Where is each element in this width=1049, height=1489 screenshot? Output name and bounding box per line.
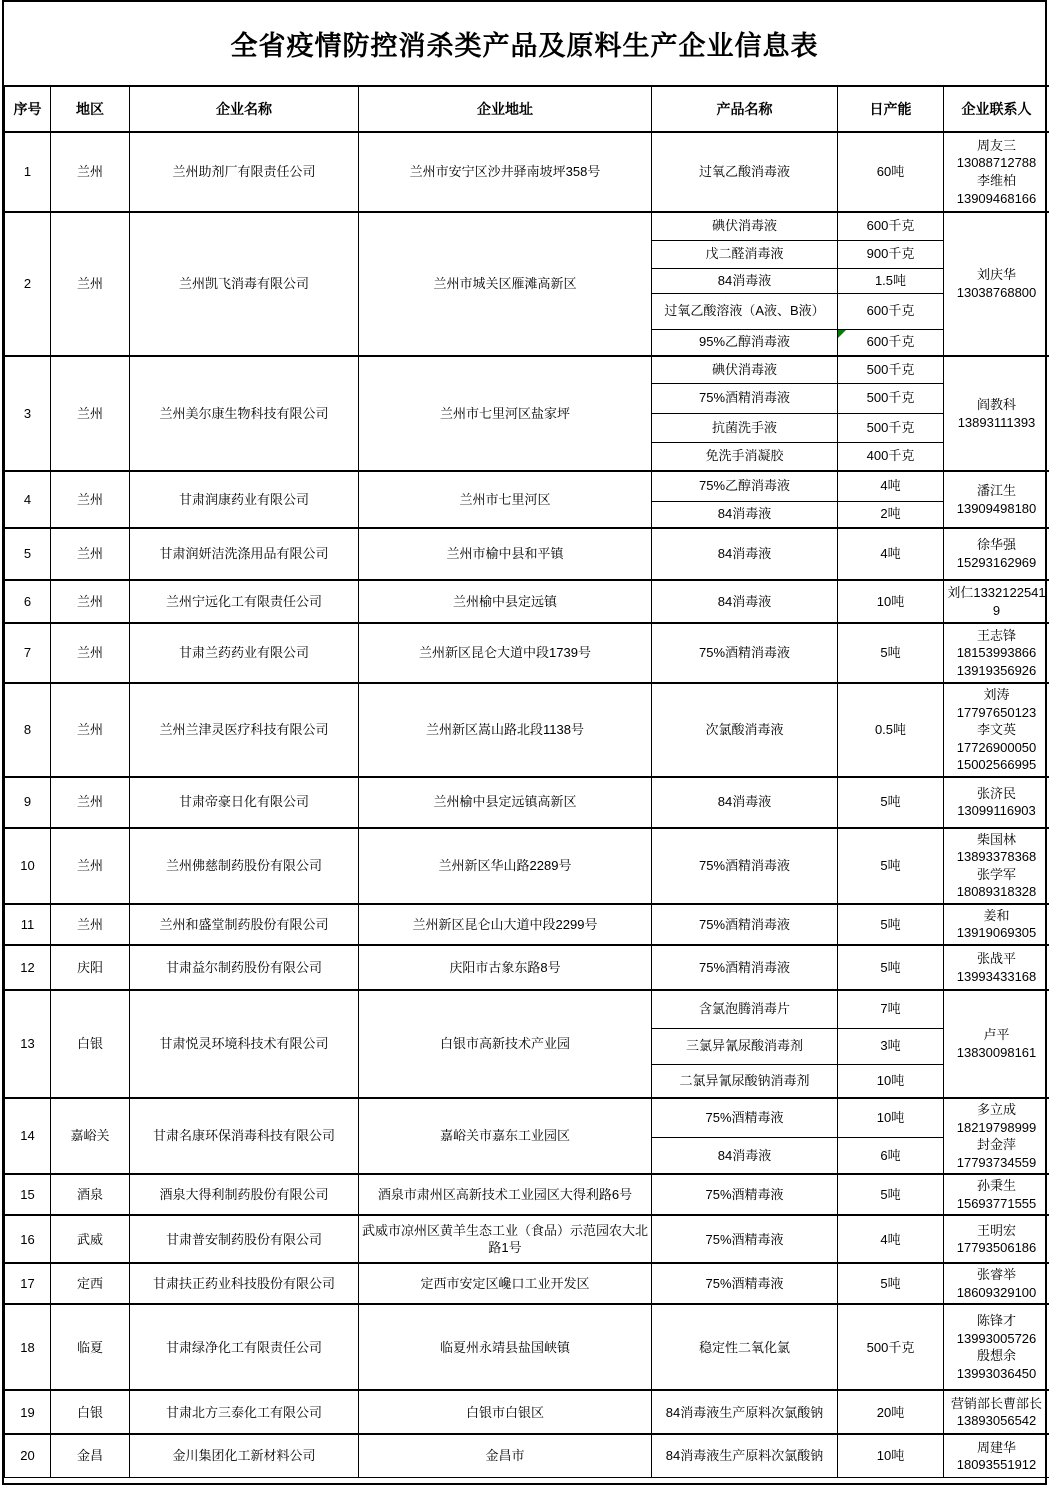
capacity-cell: 5吨 (838, 1263, 944, 1304)
contact-line: 18609329100 (956, 1284, 1037, 1300)
contact-line: 17793734559 (956, 1154, 1037, 1170)
serial-cell: 19 (5, 1390, 51, 1434)
contact-line: 多立成 (976, 1102, 1016, 1118)
contact-line: 13909498180 (956, 500, 1037, 516)
company-cell: 兰州美尔康生物科技有限公司 (130, 356, 359, 471)
product-name-cell: 84消毒液生产原料次氯酸钠 (652, 1434, 838, 1477)
contact-line: 孙秉生 (976, 1178, 1016, 1194)
table-row (5, 1174, 1049, 1215)
region-cell: 临夏 (51, 1304, 130, 1390)
company-cell: 甘肃润妍洁洗涤用品有限公司 (130, 528, 359, 580)
company-cell: 甘肃帝豪日化有限公司 (130, 777, 359, 828)
contact-line: 13088712788 (956, 155, 1037, 171)
capacity-cell: 500千克 (838, 383, 944, 413)
contact-line: 营销部长曹部长 (950, 1395, 1042, 1411)
capacity-cell: 10吨 (838, 580, 944, 623)
product-name-cell: 碘伏消毒液 (652, 356, 838, 383)
product-name-cell: 二氯异氰尿酸钠消毒剂 (652, 1064, 838, 1098)
serial-cell: 3 (5, 356, 51, 471)
product-name-cell: 75%酒精毒液 (652, 1098, 838, 1137)
contact-line: 13919069305 (956, 925, 1037, 941)
product-name-cell: 免洗手消凝胶 (652, 442, 838, 471)
product-name-cell: 三氯异氰尿酸消毒剂 (652, 1028, 838, 1064)
contact-line: 13893378368 (956, 849, 1037, 865)
table-row (5, 212, 1049, 240)
region-cell: 白银 (51, 990, 130, 1098)
contact-line: 柴国林 (976, 831, 1016, 847)
contact-cell (944, 132, 1049, 212)
address-cell: 兰州市七里河区 (359, 471, 652, 528)
capacity-cell: 600千克 (838, 212, 944, 240)
product-name-cell: 过氧乙酸消毒液 (652, 132, 838, 212)
address-cell: 兰州市城关区雁滩高新区 (359, 212, 652, 356)
capacity-cell: 5吨 (838, 623, 944, 683)
contact-line: 阎教科 (976, 396, 1016, 412)
header-region: 地区 (51, 86, 130, 132)
region-cell: 庆阳 (51, 945, 130, 990)
serial-cell: 8 (5, 683, 51, 777)
page-title: 全省疫情防控消杀类产品及原料生产企业信息表 (230, 31, 819, 61)
product-name-cell: 次氯酸消毒液 (652, 683, 838, 777)
serial-cell: 16 (5, 1215, 51, 1263)
contact-line: 13993036450 (956, 1365, 1037, 1381)
serial-cell: 4 (5, 471, 51, 528)
contact-line: 13893056542 (956, 1413, 1037, 1429)
contact-cell (944, 990, 1049, 1098)
header-company: 企业名称 (130, 86, 359, 132)
product-name-cell: 75%酒精毒液 (652, 1263, 838, 1304)
capacity-cell: 3吨 (838, 1028, 944, 1064)
address-cell: 临夏州永靖县盐国峡镇 (359, 1304, 652, 1390)
table-row (5, 990, 1049, 1028)
contact-line: 17793506186 (956, 1240, 1037, 1256)
table-row (5, 1304, 1049, 1390)
capacity-cell: 5吨 (838, 945, 944, 990)
table-row (5, 777, 1049, 828)
region-cell: 武威 (51, 1215, 130, 1263)
green-corner-marker-icon (838, 330, 846, 338)
address-cell: 嘉峪关市嘉东工业园区 (359, 1098, 652, 1174)
table-row (5, 945, 1049, 990)
contact-line: 18219798999 (956, 1119, 1037, 1135)
contact-cell (944, 356, 1049, 471)
header-serial: 序号 (5, 86, 51, 132)
contact-line: 13893111393 (957, 414, 1036, 430)
contact-cell (944, 212, 1049, 356)
product-name-cell: 75%酒精消毒液 (652, 904, 838, 945)
company-cell: 甘肃普安制药股份有限公司 (130, 1215, 359, 1263)
company-cell: 甘肃北方三泰化工有限公司 (130, 1390, 359, 1434)
capacity-cell: 10吨 (838, 1064, 944, 1098)
contact-line: 姜和 (983, 907, 1010, 923)
contact-cell (944, 1434, 1049, 1477)
table-row (5, 528, 1049, 580)
region-cell: 嘉峪关 (51, 1098, 130, 1174)
serial-cell: 20 (5, 1434, 51, 1477)
company-cell: 甘肃绿净化工有限责任公司 (130, 1304, 359, 1390)
product-name-cell: 75%酒精消毒液 (652, 828, 838, 904)
product-name-cell: 75%乙醇消毒液 (652, 471, 838, 501)
contact-line: 13038768800 (956, 285, 1037, 300)
company-cell: 酒泉大得利制药股份有限公司 (130, 1174, 359, 1215)
product-name-cell: 75%酒精毒液 (652, 1174, 838, 1215)
serial-cell: 14 (5, 1098, 51, 1174)
serial-cell: 17 (5, 1263, 51, 1304)
address-cell: 庆阳市古象东路8号 (359, 945, 652, 990)
address-cell: 兰州新区昆仑大道中段1739号 (359, 623, 652, 683)
contact-line: 13830098161 (956, 1045, 1037, 1061)
company-cell: 甘肃润康药业有限公司 (130, 471, 359, 528)
product-name-cell: 75%酒精消毒液 (652, 383, 838, 413)
product-name-cell: 稳定性二氧化氯 (652, 1304, 838, 1390)
company-cell: 甘肃名康环保消毒科技有限公司 (130, 1098, 359, 1174)
contact-cell (944, 528, 1049, 580)
header-product: 产品名称 (652, 86, 838, 132)
table-row (5, 471, 1049, 501)
header-address: 企业地址 (359, 86, 652, 132)
address-cell: 兰州榆中县定远镇高新区 (359, 777, 652, 828)
contact-line: 李文英 (976, 722, 1016, 738)
company-cell: 甘肃扶正药业科技股份有限公司 (130, 1263, 359, 1304)
product-name-cell: 75%酒精消毒液 (652, 945, 838, 990)
company-cell: 兰州助剂厂有限责任公司 (130, 132, 359, 212)
table-row (5, 580, 1049, 623)
company-cell: 兰州和盛堂制药股份有限公司 (130, 904, 359, 945)
contact-line: 徐华强 (976, 537, 1016, 553)
region-cell: 兰州 (51, 212, 130, 356)
contact-line: 潘江生 (976, 482, 1016, 498)
region-cell: 兰州 (51, 356, 130, 471)
contact-line: 李维柏 (976, 173, 1016, 188)
address-cell: 兰州市榆中县和平镇 (359, 528, 652, 580)
contact-line: 15002566995 (956, 757, 1037, 773)
contact-line: 张济民 (976, 785, 1016, 801)
product-name-cell: 75%酒精毒液 (652, 1215, 838, 1263)
capacity-cell: 5吨 (838, 904, 944, 945)
address-cell: 酒泉市肃州区高新技术工业园区大得利路6号 (359, 1174, 652, 1215)
address-cell: 兰州市七里河区盐家坪 (359, 356, 652, 471)
company-cell: 甘肃益尔制药股份有限公司 (130, 945, 359, 990)
contact-line: 周建华 (976, 1439, 1016, 1455)
contact-line: 15293162969 (956, 555, 1037, 570)
header-row (5, 86, 1049, 132)
capacity-cell: 7吨 (838, 990, 944, 1028)
capacity-cell: 600千克 (838, 329, 944, 356)
capacity-cell: 10吨 (838, 1434, 944, 1477)
region-cell: 兰州 (51, 132, 130, 212)
capacity-cell: 4吨 (838, 528, 944, 580)
table-row (5, 1390, 1049, 1434)
header-capacity: 日产能 (838, 86, 944, 132)
company-cell: 兰州凯飞消毒有限公司 (130, 212, 359, 356)
contact-cell (944, 1390, 1049, 1434)
contact-line: 周友三 (976, 137, 1016, 153)
address-cell: 白银市白银区 (359, 1390, 652, 1434)
table-row (5, 1434, 1049, 1477)
document-page (2, 0, 1047, 1485)
table-body (5, 132, 1049, 1477)
product-name-cell: 含氯泡腾消毒片 (652, 990, 838, 1028)
contact-line: 张学军 (976, 866, 1016, 882)
header-contact: 企业联系人 (944, 86, 1049, 132)
capacity-cell: 5吨 (838, 777, 944, 828)
region-cell: 兰州 (51, 580, 130, 623)
capacity-cell: 5吨 (838, 828, 944, 904)
address-cell: 武威市凉州区黄羊生态工业（食品）示范园农大北路1号 (359, 1215, 652, 1263)
product-name-cell: 75%酒精消毒液 (652, 623, 838, 683)
contact-cell (944, 1215, 1049, 1263)
contact-line: 陈锋才 (976, 1313, 1016, 1329)
company-cell: 兰州宁远化工有限责任公司 (130, 580, 359, 623)
table-row (5, 132, 1049, 212)
contact-line: 刘涛 (983, 687, 1010, 702)
contact-cell (944, 904, 1049, 945)
contact-line: 张战平 (976, 950, 1016, 966)
region-cell: 兰州 (51, 683, 130, 777)
product-name-cell: 碘伏消毒液 (652, 212, 838, 240)
region-cell: 兰州 (51, 777, 130, 828)
serial-cell: 9 (5, 777, 51, 828)
product-name-cell: 95%乙醇消毒液 (652, 329, 838, 356)
address-cell: 兰州市安宁区沙井驿南坡坪358号 (359, 132, 652, 212)
capacity-cell: 20吨 (838, 1390, 944, 1434)
product-name-cell: 84消毒液 (652, 528, 838, 580)
product-name-cell: 84消毒液生产原料次氯酸钠 (652, 1390, 838, 1434)
contact-line: 卢平 (983, 1027, 1010, 1043)
contact-line: 13909468166 (956, 190, 1037, 206)
contact-line: 18093551912 (956, 1457, 1037, 1473)
serial-cell: 5 (5, 528, 51, 580)
region-cell: 白银 (51, 1390, 130, 1434)
capacity-cell: 600千克 (838, 293, 944, 329)
contact-cell (944, 777, 1049, 828)
product-name-cell: 84消毒液 (652, 1137, 838, 1174)
contact-line: 刘庆华 (976, 267, 1016, 283)
contact-cell (944, 1263, 1049, 1304)
region-cell: 兰州 (51, 623, 130, 683)
company-cell: 金川集团化工新材料公司 (130, 1434, 359, 1477)
serial-cell: 13 (5, 990, 51, 1098)
company-cell: 兰州兰津灵医疗科技有限公司 (130, 683, 359, 777)
contact-line: 13993433168 (956, 968, 1037, 984)
address-cell: 兰州新区华山路2289号 (359, 828, 652, 904)
table-row (5, 1263, 1049, 1304)
contact-line: 17726900050 (956, 739, 1037, 755)
serial-cell: 12 (5, 945, 51, 990)
region-cell: 兰州 (51, 528, 130, 580)
contact-line: 王明宏 (976, 1222, 1016, 1238)
capacity-cell: 4吨 (838, 471, 944, 501)
address-cell: 白银市高新技术产业园 (359, 990, 652, 1098)
table-row (5, 828, 1049, 904)
capacity-cell: 60吨 (838, 132, 944, 212)
contact-line: 13919356926 (956, 662, 1037, 678)
title-block (4, 2, 1045, 85)
product-name-cell: 过氧乙酸溶液（A液、B液） (652, 293, 838, 329)
serial-cell: 18 (5, 1304, 51, 1390)
contact-cell (944, 471, 1049, 528)
contact-line: 封金萍 (976, 1137, 1016, 1153)
contact-cell (944, 828, 1049, 904)
table-header (5, 86, 1049, 132)
table-row (5, 683, 1049, 777)
capacity-cell: 0.5吨 (838, 683, 944, 777)
capacity-cell: 400千克 (838, 442, 944, 471)
contact-cell (944, 1304, 1049, 1390)
serial-cell: 6 (5, 580, 51, 623)
capacity-cell: 500千克 (838, 413, 944, 442)
contact-line: 17797650123 (956, 704, 1037, 720)
company-cell: 甘肃兰药药业有限公司 (130, 623, 359, 683)
serial-cell: 15 (5, 1174, 51, 1215)
region-cell: 酒泉 (51, 1174, 130, 1215)
address-cell: 定西市安定区巉口工业开发区 (359, 1263, 652, 1304)
product-name-cell: 84消毒液 (652, 580, 838, 623)
serial-cell: 11 (5, 904, 51, 945)
table-row (5, 623, 1049, 683)
company-cell: 甘肃悦灵环境科技术有限公司 (130, 990, 359, 1098)
contact-cell (944, 1174, 1049, 1215)
region-cell: 兰州 (51, 904, 130, 945)
contact-line: 殷想余 (976, 1348, 1016, 1364)
region-cell: 定西 (51, 1263, 130, 1304)
product-name-cell: 84消毒液 (652, 268, 838, 293)
contact-cell (944, 623, 1049, 683)
capacity-cell: 500千克 (838, 1304, 944, 1390)
contact-cell (944, 1098, 1049, 1174)
product-name-cell: 抗菌洗手液 (652, 413, 838, 442)
address-cell: 兰州新区嵩山路北段1138号 (359, 683, 652, 777)
address-cell: 兰州新区昆仑山大道中段2299号 (359, 904, 652, 945)
region-cell: 兰州 (51, 828, 130, 904)
table-row (5, 1215, 1049, 1263)
address-cell: 兰州榆中县定远镇 (359, 580, 652, 623)
serial-cell: 7 (5, 623, 51, 683)
contact-cell (944, 580, 1049, 623)
table-row (5, 1098, 1049, 1137)
contact-line: 18089318328 (956, 884, 1037, 900)
product-name-cell: 84消毒液 (652, 777, 838, 828)
capacity-cell: 4吨 (838, 1215, 944, 1263)
capacity-cell: 2吨 (838, 501, 944, 528)
contact-line: 张睿举 (976, 1267, 1016, 1283)
capacity-cell: 900千克 (838, 240, 944, 268)
contact-cell (944, 945, 1049, 990)
contact-line: 王志锋 (976, 627, 1016, 643)
contact-line: 15693771555 (956, 1195, 1037, 1211)
capacity-cell: 1.5吨 (838, 268, 944, 293)
table-row (5, 904, 1049, 945)
product-name-cell: 戊二醛消毒液 (652, 240, 838, 268)
serial-cell: 2 (5, 212, 51, 356)
contact-line: 13993005726 (956, 1330, 1037, 1346)
enterprise-info-table (4, 85, 1049, 1478)
serial-cell: 1 (5, 132, 51, 212)
company-cell: 兰州佛慈制药股份有限公司 (130, 828, 359, 904)
contact-line: 18153993866 (956, 645, 1037, 661)
capacity-cell: 500千克 (838, 356, 944, 383)
table-row (5, 356, 1049, 383)
serial-cell: 10 (5, 828, 51, 904)
product-name-cell: 84消毒液 (652, 501, 838, 528)
capacity-cell: 5吨 (838, 1174, 944, 1215)
capacity-cell: 6吨 (838, 1137, 944, 1174)
contact-line: 13099116903 (957, 803, 1036, 819)
address-cell: 金昌市 (359, 1434, 652, 1477)
region-cell: 金昌 (51, 1434, 130, 1477)
contact-line: 刘仁13321225419 (947, 584, 1046, 618)
region-cell: 兰州 (51, 471, 130, 528)
capacity-cell: 10吨 (838, 1098, 944, 1137)
contact-cell (944, 683, 1049, 777)
